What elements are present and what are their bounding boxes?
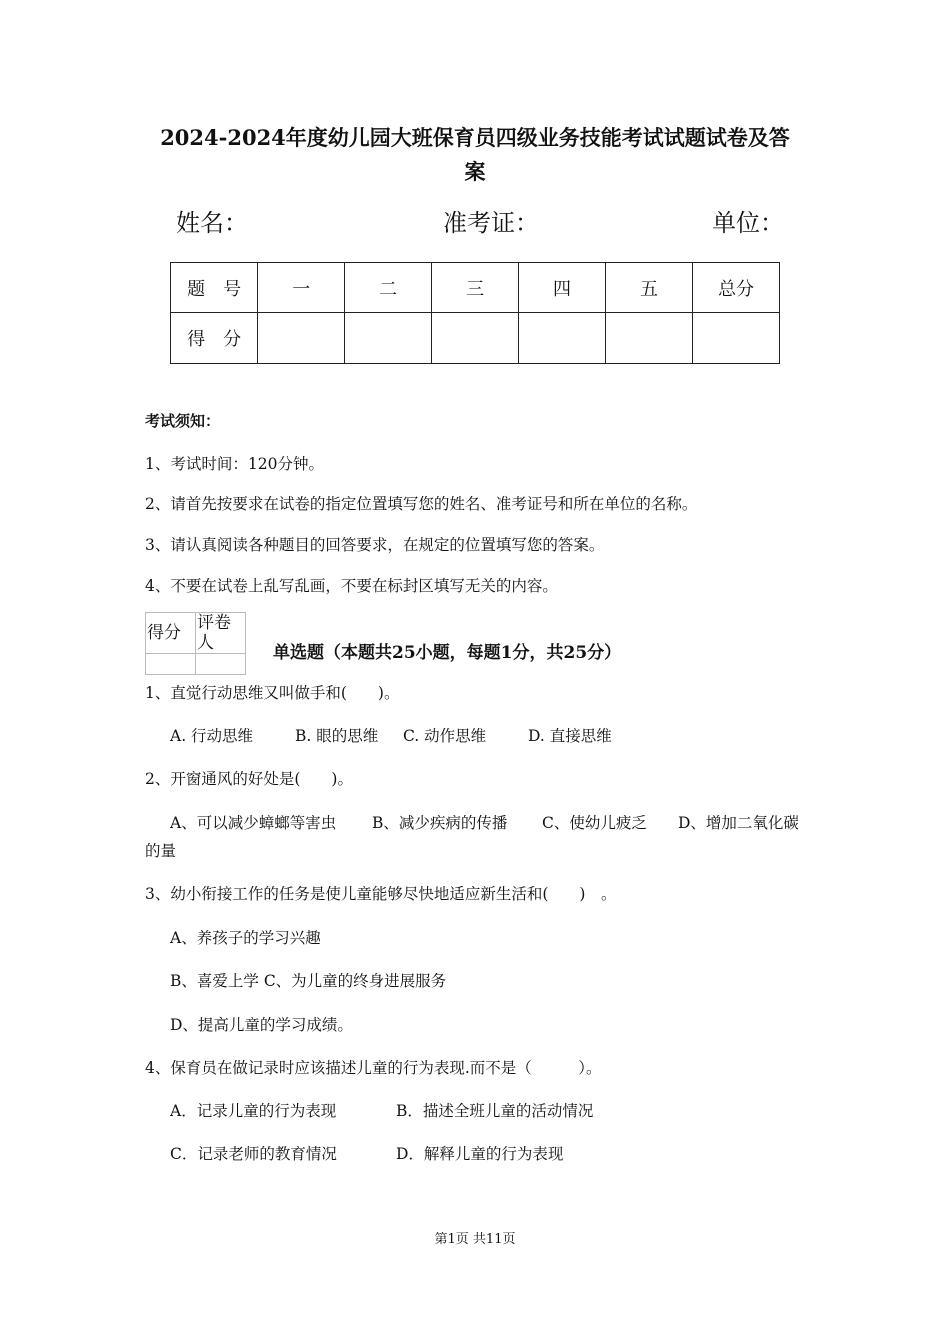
grader-score-label: 得分 — [146, 613, 196, 654]
score-entry-cell[interactable] — [345, 313, 432, 364]
exam-title — [140, 121, 810, 189]
question-2-stem: 2、开窗通风的好处是( )。 — [145, 770, 353, 788]
q1-option-c: C. 动作思维 — [403, 727, 487, 745]
score-table-cell: 四 — [519, 263, 606, 313]
score-entry-cell[interactable] — [519, 313, 606, 364]
score-table-cell: 得 分 — [171, 313, 258, 364]
q1-option-d: D. 直接思维 — [528, 727, 612, 745]
score-entry-cell[interactable] — [258, 313, 345, 364]
q2-option-d-continued: 的量 — [145, 842, 177, 860]
page-footer: 第1页 共11页 — [434, 1232, 516, 1247]
notice-item: 1、考试时间：120分钟。 — [145, 455, 324, 473]
question-3-stem: 3、幼小衔接工作的任务是使儿童能够尽快地适应新生活和( ) 。 — [145, 885, 617, 903]
q4-option-d: D．解释儿童的行为表现 — [396, 1145, 564, 1163]
score-table-cell: 五 — [606, 263, 693, 313]
score-table — [170, 262, 780, 364]
grader-box — [145, 612, 246, 675]
q2-option-b: B、减少疾病的传播 — [372, 814, 508, 832]
score-table-header-row — [171, 263, 780, 313]
unit-field-label: 单位： — [712, 209, 784, 237]
score-table-cell: 二 — [345, 263, 432, 313]
grader-reviewer-label: 评卷人 — [196, 613, 246, 654]
score-entry-cell[interactable] — [432, 313, 519, 364]
score-table-score-row — [171, 313, 780, 364]
score-table-cell: 总分 — [692, 263, 779, 313]
notice-item: 2、请首先按要求在试卷的指定位置填写您的姓名、准考证号和所在单位的名称。 — [145, 495, 698, 513]
q3-option-b-c: B、喜爱上学 C、为儿童的终身进展服务 — [170, 972, 447, 990]
q3-option-a: A、养孩子的学习兴趣 — [170, 929, 321, 947]
q2-option-a: A、可以减少蟑螂等害虫 — [170, 814, 337, 832]
name-field-label: 姓名： — [176, 209, 248, 237]
score-entry-cell[interactable] — [606, 313, 693, 364]
notice-item: 4、不要在试卷上乱写乱画，不要在标封区填写无关的内容。 — [145, 577, 558, 595]
section-title: 单选题（本题共25小题，每题1分，共25分） — [273, 643, 622, 663]
grader-score-cell[interactable] — [146, 654, 196, 675]
q1-option-b: B. 眼的思维 — [295, 727, 379, 745]
title-line-1: 2024-2024年度幼儿园大班保育员四级业务技能考试试题试卷及答 — [160, 125, 790, 150]
q1-option-a: A. 行动思维 — [170, 727, 254, 745]
q2-option-d: D、增加二氧化碳 — [678, 814, 799, 832]
title-line-2: 案 — [464, 159, 486, 184]
q4-option-a: A．记录儿童的行为表现 — [170, 1102, 337, 1120]
score-table-cell: 题 号 — [171, 263, 258, 313]
question-4-stem: 4、保育员在做记录时应该描述儿童的行为表现.而不是（ ）。 — [145, 1059, 602, 1077]
candidate-fields — [0, 203, 950, 237]
notice-item: 3、请认真阅读各种题目的回答要求，在规定的位置填写您的答案。 — [145, 536, 605, 554]
score-table-cell: 一 — [258, 263, 345, 313]
exam-number-field-label: 准考证： — [443, 209, 539, 237]
q3-option-d: D、提高儿童的学习成绩。 — [170, 1016, 353, 1034]
question-1-stem: 1、直觉行动思维又叫做手和( )。 — [145, 684, 400, 702]
q2-option-c: C、使幼儿疲乏 — [542, 814, 647, 832]
q4-option-c: C．记录老师的教育情况 — [170, 1145, 337, 1163]
q4-option-b: B．描述全班儿童的活动情况 — [396, 1102, 594, 1120]
notice-heading: 考试须知： — [145, 412, 221, 430]
score-table-cell: 三 — [432, 263, 519, 313]
grader-reviewer-cell[interactable] — [196, 654, 246, 675]
score-entry-cell[interactable] — [692, 313, 779, 364]
